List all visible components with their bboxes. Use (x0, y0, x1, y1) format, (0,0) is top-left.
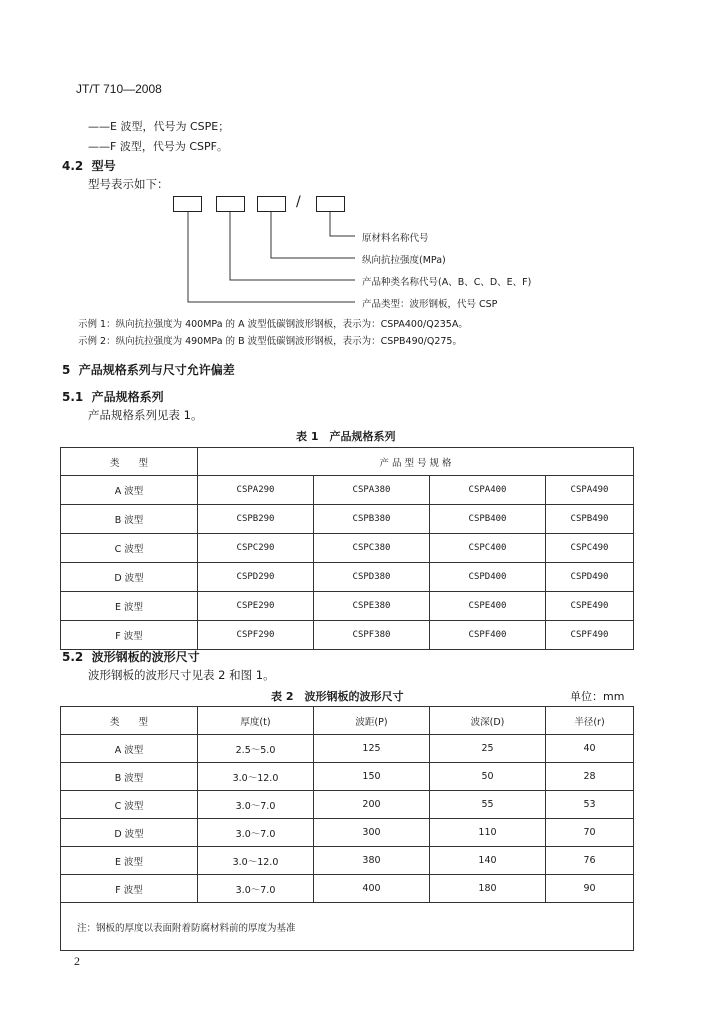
cell-type: C 波型 (61, 534, 198, 563)
cell-pitch: 200 (314, 791, 430, 819)
header-thickness: 厚度(t) (198, 707, 314, 735)
cell-type: B 波型 (61, 763, 198, 791)
section-title: 波形钢板的波形尺寸 (91, 650, 200, 664)
section-5-2-heading (62, 648, 200, 665)
model-leader-lines (0, 0, 701, 320)
table-row (61, 592, 634, 621)
list-item-e: ——E 波型，代号为 CSPE； (88, 120, 230, 133)
cell-type: D 波型 (61, 563, 198, 592)
section-title: 产品规格系列 (91, 390, 164, 404)
cell-radius: 76 (546, 847, 634, 875)
cell-spec: CSPA290 (198, 476, 314, 505)
cell-pitch: 300 (314, 819, 430, 847)
section-number: 5.2 (62, 650, 84, 664)
table-1 (60, 447, 634, 650)
header-radius: 半径(r) (546, 707, 634, 735)
cell-radius: 28 (546, 763, 634, 791)
cell-spec: CSPA400 (430, 476, 546, 505)
cell-spec: CSPF380 (314, 621, 430, 650)
cell-type: D 波型 (61, 819, 198, 847)
header-pitch: 波距(P) (314, 707, 430, 735)
cell-thickness: 3.0～7.0 (198, 875, 314, 903)
cell-spec: CSPB290 (198, 505, 314, 534)
cell-spec: CSPC490 (546, 534, 634, 563)
label-product-category: 产品种类名称代号(A、B、C、D、E、F) (362, 277, 532, 288)
label-raw-material: 原材料名称代号 (362, 233, 429, 244)
section-5-heading (62, 361, 235, 378)
cell-spec: CSPD490 (546, 563, 634, 592)
cell-depth: 25 (430, 735, 546, 763)
cell-thickness: 3.0～7.0 (198, 819, 314, 847)
cell-spec: CSPF290 (198, 621, 314, 650)
cell-thickness: 3.0～12.0 (198, 847, 314, 875)
table-row (61, 763, 634, 791)
cell-spec: CSPD290 (198, 563, 314, 592)
section-title: 产品规格系列与尺寸允许偏差 (78, 363, 235, 377)
header-type: 类 型 (61, 448, 198, 476)
cell-spec: CSPB490 (546, 505, 634, 534)
table-row (61, 875, 634, 903)
cell-radius: 53 (546, 791, 634, 819)
section-number: 5.1 (62, 390, 84, 404)
cell-type: B 波型 (61, 505, 198, 534)
cell-radius: 90 (546, 875, 634, 903)
cell-depth: 55 (430, 791, 546, 819)
page-number: 2 (74, 954, 80, 968)
cell-pitch: 380 (314, 847, 430, 875)
cell-type: F 波型 (61, 875, 198, 903)
cell-spec: CSPA490 (546, 476, 634, 505)
table-row (61, 791, 634, 819)
cell-type: E 波型 (61, 847, 198, 875)
cell-spec: CSPE290 (198, 592, 314, 621)
table-2-note: 注：钢板的厚度以表面附着防腐材料前的厚度为基准 (61, 903, 634, 951)
cell-spec: CSPE490 (546, 592, 634, 621)
table-row (61, 735, 634, 763)
cell-depth: 110 (430, 819, 546, 847)
cell-spec: CSPB380 (314, 505, 430, 534)
cell-spec: CSPE380 (314, 592, 430, 621)
cell-depth: 50 (430, 763, 546, 791)
table-row (61, 476, 634, 505)
cell-spec: CSPF400 (430, 621, 546, 650)
section-number: 4.2 (62, 159, 84, 173)
header-type: 类 型 (61, 707, 198, 735)
example-1: 示例 1：纵向抗拉强度为 400MPa 的 A 波型低碳钢波形钢板，表示为：CSPA400/Q235A。 (78, 319, 468, 330)
table-row (61, 505, 634, 534)
cell-spec: CSPD400 (430, 563, 546, 592)
cell-thickness: 3.0～7.0 (198, 791, 314, 819)
cell-pitch: 400 (314, 875, 430, 903)
cell-type: E 波型 (61, 592, 198, 621)
cell-type: A 波型 (61, 476, 198, 505)
cell-radius: 40 (546, 735, 634, 763)
cell-spec: CSPF490 (546, 621, 634, 650)
section-5-1-heading (62, 388, 164, 405)
table-1-caption: 表 1 产品规格系列 (296, 430, 396, 443)
list-item-f: ——F 波型，代号为 CSPF。 (88, 140, 228, 153)
cell-type: F 波型 (61, 621, 198, 650)
label-product-type: 产品类型：波形钢板，代号 CSP (362, 299, 498, 310)
cell-spec: CSPC400 (430, 534, 546, 563)
section-number: 5 (62, 363, 71, 377)
cell-spec: CSPB400 (430, 505, 546, 534)
model-separator: / (296, 194, 301, 210)
standard-number: JT/T 710—2008 (76, 82, 162, 96)
section-5-2-intro: 波形钢板的波形尺寸见表 2 和图 1。 (88, 668, 275, 682)
table-row (61, 621, 634, 650)
table-header-row (61, 707, 634, 735)
cell-spec: CSPC290 (198, 534, 314, 563)
cell-spec: CSPE400 (430, 592, 546, 621)
section-5-1-intro: 产品规格系列见表 1。 (88, 408, 203, 422)
cell-thickness: 2.5～5.0 (198, 735, 314, 763)
cell-spec: CSPC380 (314, 534, 430, 563)
table-row (61, 534, 634, 563)
label-tensile-strength: 纵向抗拉强度(MPa) (362, 255, 446, 266)
header-depth: 波深(D) (430, 707, 546, 735)
header-spec: 产 品 型 号 规 格 (198, 448, 634, 476)
table-row (61, 847, 634, 875)
table-header-row (61, 448, 634, 476)
cell-pitch: 150 (314, 763, 430, 791)
table-row (61, 819, 634, 847)
table-note-row (61, 903, 634, 951)
cell-depth: 180 (430, 875, 546, 903)
section-4-2-intro: 型号表示如下： (88, 177, 169, 191)
table-2-caption: 表 2 波形钢板的波形尺寸 (271, 690, 404, 703)
cell-pitch: 125 (314, 735, 430, 763)
cell-radius: 70 (546, 819, 634, 847)
cell-spec: CSPD380 (314, 563, 430, 592)
table-2-unit: 单位：mm (570, 690, 625, 703)
example-2: 示例 2：纵向抗拉强度为 490MPa 的 B 波型低碳钢波形钢板，表示为：CSPB490/Q275。 (78, 336, 462, 347)
cell-depth: 140 (430, 847, 546, 875)
cell-spec: CSPA380 (314, 476, 430, 505)
cell-thickness: 3.0～12.0 (198, 763, 314, 791)
table-row (61, 563, 634, 592)
section-title: 型号 (91, 159, 116, 173)
cell-type: A 波型 (61, 735, 198, 763)
cell-type: C 波型 (61, 791, 198, 819)
table-2 (60, 706, 634, 951)
